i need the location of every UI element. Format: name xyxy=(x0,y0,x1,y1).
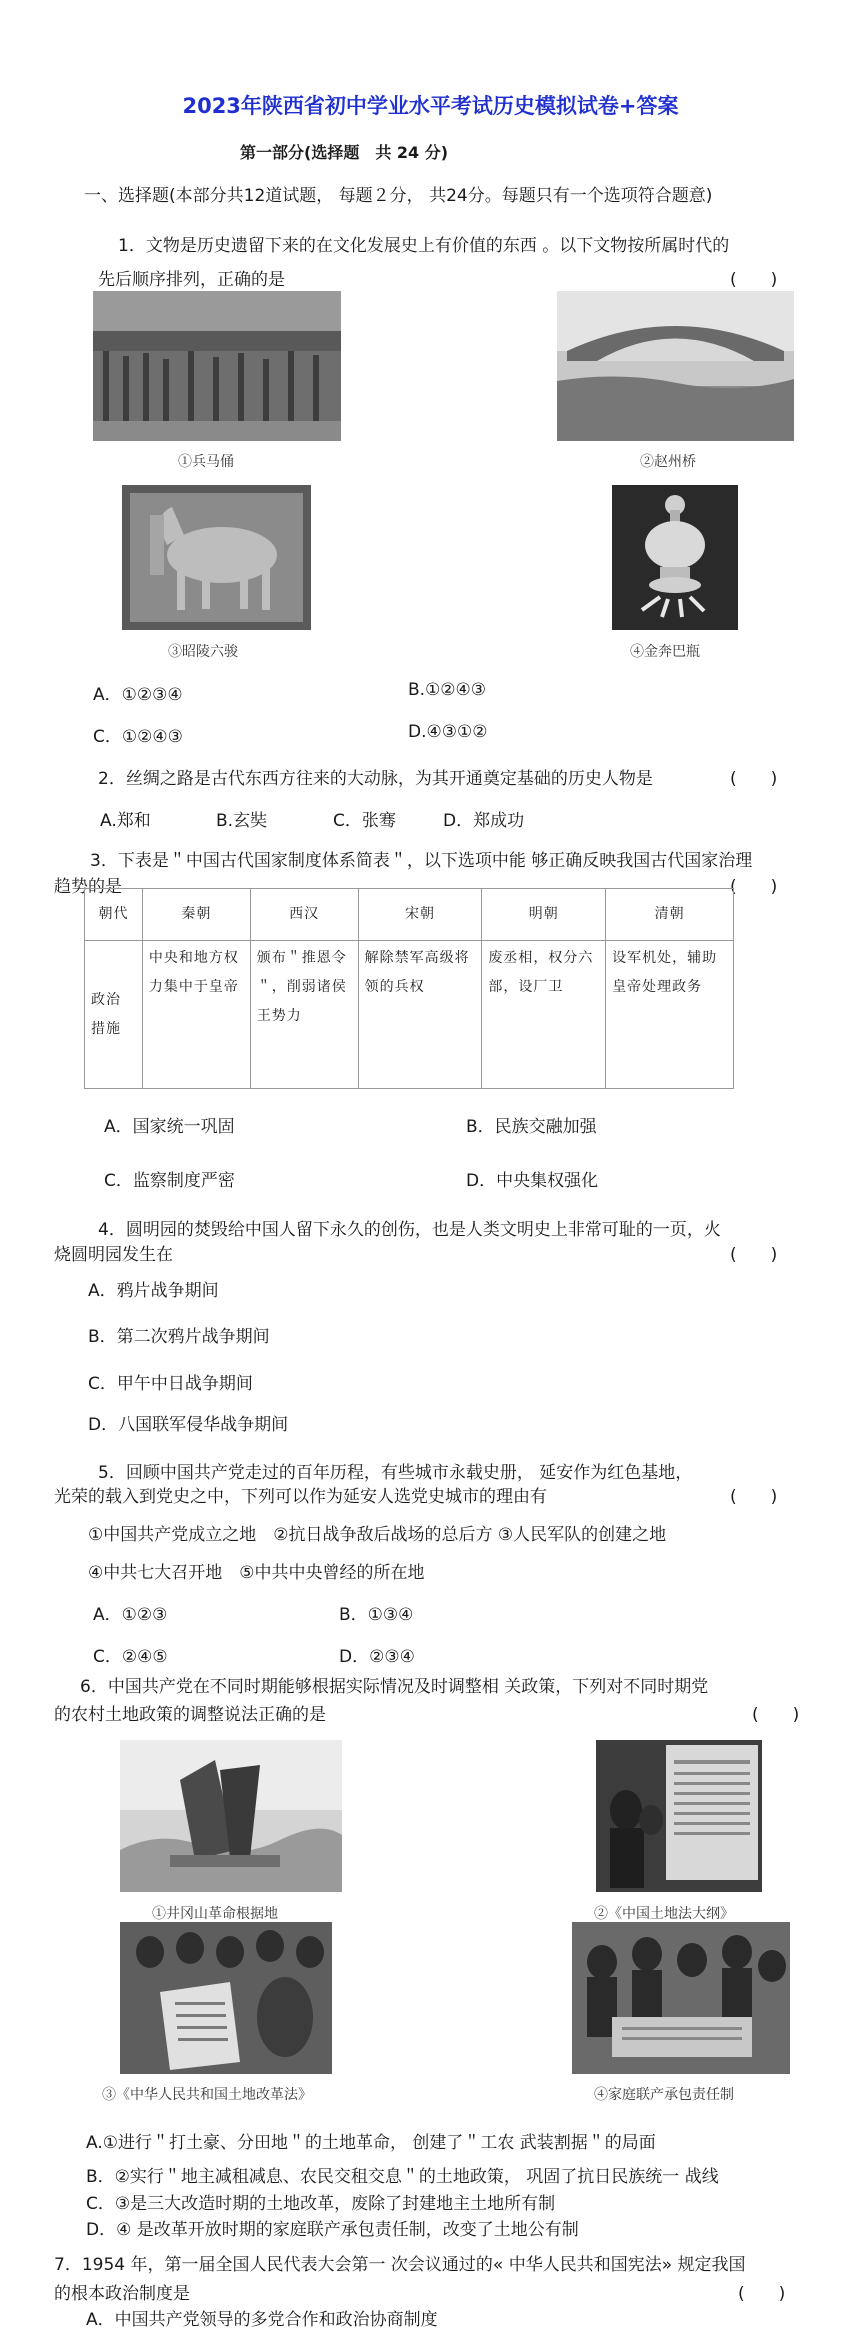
q3-stem-line1: 3．下表是＂中国古代国家制度体系简表＂，以下选项中能 够正确反映我国古代国家治理 xyxy=(90,851,753,871)
q4-option-a: A．鸦片战争期间 xyxy=(88,1281,219,1301)
dynasty-system-table xyxy=(84,888,734,1089)
q3-answer-blank: ( ) xyxy=(730,877,778,897)
table-header-cell: 宋朝 xyxy=(358,889,482,941)
zhaoling-horses-image xyxy=(122,485,311,630)
q3-stem-line2: 趋势的是 xyxy=(54,877,122,897)
table-header-cell: 秦朝 xyxy=(142,889,250,941)
q2-answer-blank: ( ) xyxy=(730,769,778,789)
section-heading: 第一部分(选择题 共 24 分) xyxy=(240,143,449,162)
q6-option-c: C．③是三大改造时期的土地改革，废除了封建地主土地所有制 xyxy=(86,2194,556,2214)
q4-stem-line2: 烧圆明园发生在 xyxy=(54,1245,173,1265)
section-intro: 一、选择题(本部分共12道试题， 每题２分， 共24分。每题只有一个选项符合题意) xyxy=(84,186,713,206)
q5-items-line1: ①中国共产党成立之地 ②抗日战争敌后战场的总后方 ③人民军队的创建之地 xyxy=(88,1525,667,1545)
table-header-row xyxy=(85,889,734,941)
q6-answer-blank: ( ) xyxy=(752,1705,800,1725)
q5-stem-line2: 光荣的载入到党史之中，下列可以作为延安人选党史城市的理由有 xyxy=(54,1487,547,1507)
q1-option-d: D.④③①② xyxy=(408,722,488,742)
q2-option-c: C．张骞 xyxy=(333,811,396,831)
q1-option-a: A．①②③④ xyxy=(93,685,183,705)
q1-stem-line1: 1．文物是历史遗留下来的在文化发展史上有价值的东西 。以下文物按所属时代的 xyxy=(118,236,730,256)
q3-option-d: D．中央集权强化 xyxy=(466,1171,599,1191)
q4-stem-line1: 4．圆明园的焚毁给中国人留下永久的创伤，也是人类文明史上非常可耻的一页，火 xyxy=(98,1220,721,1240)
q2-stem: 2．丝绸之路是古代东西方往来的大动脉，为其开通奠定基础的历史人物是 xyxy=(98,769,653,789)
q5-option-a: A．①②③ xyxy=(93,1605,168,1625)
table-header-cell: 清朝 xyxy=(606,889,734,941)
table-header-cell: 朝代 xyxy=(85,889,143,941)
q1-option-c: C．①②④③ xyxy=(93,727,183,747)
household-contract-image xyxy=(572,1922,790,2074)
table-cell: 中央和地方权力集中于皇帝 xyxy=(142,941,250,1089)
q7-stem-line1: 7．1954 年，第一届全国人民代表大会第一 次会议通过的« 中华人民共和国宪法» 规定我国 xyxy=(54,2255,746,2275)
q1-answer-blank: ( ) xyxy=(730,270,778,290)
q6-stem-line2: 的农村土地政策的调整说法正确的是 xyxy=(54,1705,326,1725)
q2-option-b: B.玄奘 xyxy=(216,811,268,831)
q7-option-a: A．中国共产党领导的多党合作和政治协商制度 xyxy=(86,2310,438,2330)
q6-caption-1: ①井冈山革命根据地 xyxy=(152,1906,278,1922)
table-cell: 设军机处，辅助皇帝处理政务 xyxy=(606,941,734,1089)
table-cell: 废丞相，权分六部，设厂卫 xyxy=(482,941,606,1089)
q2-option-a: A.郑和 xyxy=(100,811,151,831)
q5-option-d: D．②③④ xyxy=(339,1647,415,1667)
q4-option-d: D．八国联军侵华战争期间 xyxy=(88,1415,289,1435)
q6-caption-2: ②《中国土地法大纲》 xyxy=(594,1906,734,1922)
q6-option-d: D．④ 是改革开放时期的家庭联产承包责任制，改变了土地公有制 xyxy=(86,2220,579,2240)
page-title: 2023年陕西省初中学业水平考试历史模拟试卷+答案 xyxy=(182,94,679,118)
table-cell: 颁布＂推恩令＂，削弱诸侯王势力 xyxy=(250,941,358,1089)
q1-caption-3: ③昭陵六骏 xyxy=(168,644,238,660)
q3-option-c: C．监察制度严密 xyxy=(104,1171,235,1191)
q5-answer-blank: ( ) xyxy=(730,1487,778,1507)
q3-option-a: A．国家统一巩固 xyxy=(104,1117,235,1137)
land-law-poster-image xyxy=(596,1740,762,1892)
table-cell: 解除禁军高级将领的兵权 xyxy=(358,941,482,1089)
q7-answer-blank: ( ) xyxy=(738,2284,786,2304)
q4-answer-blank: ( ) xyxy=(730,1245,778,1265)
q1-option-b: B.①②④③ xyxy=(408,680,487,700)
q1-stem-line2: 先后顺序排列，正确的是 xyxy=(98,270,285,290)
q4-option-c: C．甲午中日战争期间 xyxy=(88,1374,253,1394)
land-reform-law-image xyxy=(120,1922,332,2074)
q5-items-line2: ④中共七大召开地 ⑤中共中央曾经的所在地 xyxy=(88,1563,425,1583)
q6-caption-4: ④家庭联产承包责任制 xyxy=(594,2087,734,2103)
zhaozhou-bridge-image xyxy=(557,291,794,441)
q1-caption-1: ①兵马俑 xyxy=(178,454,234,470)
q7-stem-line2: 的根本政治制度是 xyxy=(54,2284,190,2304)
q5-stem-line1: 5．回顾中国共产党走过的百年历程，有些城市永载史册， 延安作为红色基地， xyxy=(98,1463,693,1483)
q1-caption-4: ④金奔巴瓶 xyxy=(630,644,700,660)
q6-option-a: A.①进行＂打土豪、分田地＂的土地革命， 创建了＂工农 武装割据＂的局面 xyxy=(86,2133,656,2153)
q6-stem-line1: 6．中国共产党在不同时期能够根据实际情况及时调整相 关政策，下列对不同时期党 xyxy=(80,1677,709,1697)
q2-option-d: D．郑成功 xyxy=(443,811,525,831)
q6-caption-3: ③《中华人民共和国土地改革法》 xyxy=(102,2087,312,2103)
q5-option-c: C．②④⑤ xyxy=(93,1647,168,1667)
q4-option-b: B．第二次鸦片战争期间 xyxy=(88,1327,270,1347)
table-header-cell: 明朝 xyxy=(482,889,606,941)
q6-option-b: B．②实行＂地主减租减息、农民交租交息＂的土地政策， 巩固了抗日民族统一 战线 xyxy=(86,2167,719,2187)
golden-urn-image xyxy=(612,485,738,630)
table-row xyxy=(85,941,734,1089)
terracotta-army-image xyxy=(93,291,341,441)
table-header-cell: 西汉 xyxy=(250,889,358,941)
q3-option-b: B．民族交融加强 xyxy=(466,1117,597,1137)
q5-option-b: B．①③④ xyxy=(339,1605,414,1625)
jinggangshan-monument-image xyxy=(120,1740,342,1892)
q1-caption-2: ②赵州桥 xyxy=(640,454,696,470)
table-row-label: 政治措施 xyxy=(85,941,143,1089)
